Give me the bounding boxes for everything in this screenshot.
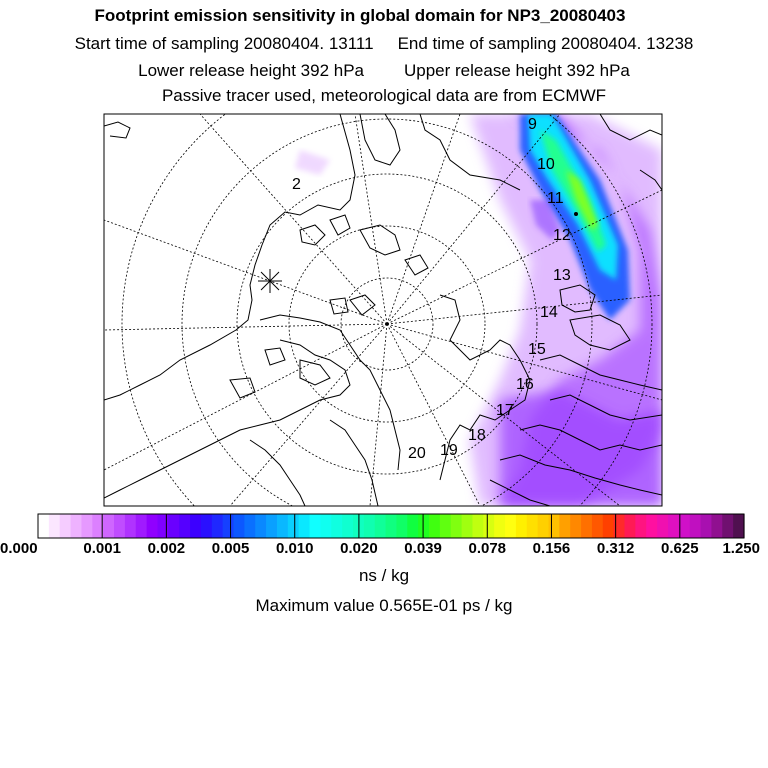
colorbar-cell [114,514,125,538]
colorbar-cell [190,514,201,538]
colorbar-cell [255,514,266,538]
trajectory-label: 13 [553,267,571,284]
colorbar-cell [733,514,744,538]
upper-release-height: Upper release height 392 hPa [404,61,630,80]
colorbar-cell [71,514,82,538]
colorbar-cell [60,514,71,538]
colorbar-cell [277,514,288,538]
colorbar-cell [559,514,570,538]
end-time: End time of sampling 20080404. 13238 [397,34,694,53]
map-title: Footprint emission sensitivity in global domain for NP3_20080403 [94,6,626,25]
colorbar-tick-label: 0.312 [596,540,635,557]
colorbar-cell [396,514,407,538]
colorbar-cell [516,514,527,538]
colorbar-cell [234,514,245,538]
colorbar-tick-label: 0.005 [211,540,250,557]
colorbar-cell [364,514,375,538]
trajectory-label: 2 [292,176,301,193]
colorbar-cell [147,514,158,538]
colorbar-cell [472,514,483,538]
colorbar-cell [603,514,614,538]
colorbar-cell [625,514,636,538]
colorbar-cell [505,514,516,538]
colorbar-cell [179,514,190,538]
colorbar-tick-label: 0.156 [532,540,571,557]
colorbar-cell [168,514,179,538]
colorbar-cell [320,514,331,538]
colorbar-cell [38,514,49,538]
colorbar-cell [212,514,223,538]
colorbar-tick-label: 0.039 [404,540,442,557]
colorbar-cell [657,514,668,538]
colorbar-tick-label: 0.625 [661,540,699,557]
trajectory-label: 10 [537,156,555,173]
trajectory-label: 9 [528,116,537,133]
colorbar-cell [288,514,299,538]
colorbar-cell [668,514,679,538]
colorbar-units: ns / kg [358,566,410,585]
colorbar-tick-label: 0.001 [83,540,121,557]
colorbar-cell [331,514,342,538]
maximum-value: Maximum value 0.565E-01 ps / kg [255,596,513,615]
colorbar-cell [462,514,473,538]
trajectory-label: 12 [553,227,571,244]
colorbar-cell [223,514,234,538]
tracer-info: Passive tracer used, meteorological data are from ECMWF [161,86,607,105]
colorbar-cell [81,514,92,538]
trajectory-label: 15 [528,341,546,358]
colorbar-cell [451,514,462,538]
trajectory-label: 19 [440,442,458,459]
lower-release-height: Lower release height 392 hPa [138,61,364,80]
colorbar-cell [711,514,722,538]
colorbar-cell [646,514,657,538]
colorbar-cell [407,514,418,538]
start-time: Start time of sampling 20080404. 13111 [74,34,374,53]
colorbar-cell [342,514,353,538]
colorbar-tick-label: 0.002 [147,540,186,557]
colorbar-cell [494,514,505,538]
colorbar-cell [157,514,168,538]
colorbar-cell [418,514,429,538]
trajectory-label: 18 [468,427,486,444]
colorbar-cell [244,514,255,538]
colorbar-cell [690,514,701,538]
trajectory-label: 20 [408,445,426,462]
colorbar-cell [581,514,592,538]
colorbar-cell [125,514,136,538]
colorbar-tick-label: 1.250 [722,540,760,557]
colorbar-cell [701,514,712,538]
colorbar-cell [386,514,397,538]
colorbar-cell [527,514,538,538]
colorbar-cell [429,514,440,538]
colorbar-cell [570,514,581,538]
colorbar-tick-label: 0.020 [340,540,378,557]
trajectory-label: 14 [540,304,558,321]
colorbar-cell [635,514,646,538]
colorbar-cell [483,514,494,538]
colorbar-tick-label: 0.010 [275,540,314,557]
colorbar-cell [310,514,321,538]
colorbar-cell [592,514,603,538]
trajectory-label: 11 [547,190,564,207]
trajectory-label: 17 [496,402,514,419]
colorbar-cell [679,514,690,538]
colorbar-cells [38,514,745,538]
colorbar-cell [299,514,310,538]
colorbar-cell [266,514,277,538]
trajectory-label: 16 [516,376,534,393]
colorbar-cell [201,514,212,538]
colorbar-cell [548,514,559,538]
colorbar-cell [49,514,60,538]
colorbar-tick-label: 0.078 [468,540,507,557]
colorbar-cell [538,514,549,538]
colorbar-cell [103,514,114,538]
colorbar-cell [440,514,451,538]
colorbar-cell [375,514,386,538]
colorbar-cell [722,514,733,538]
colorbar-cell [136,514,147,538]
colorbar-tick-label: 0.000 [0,540,38,557]
